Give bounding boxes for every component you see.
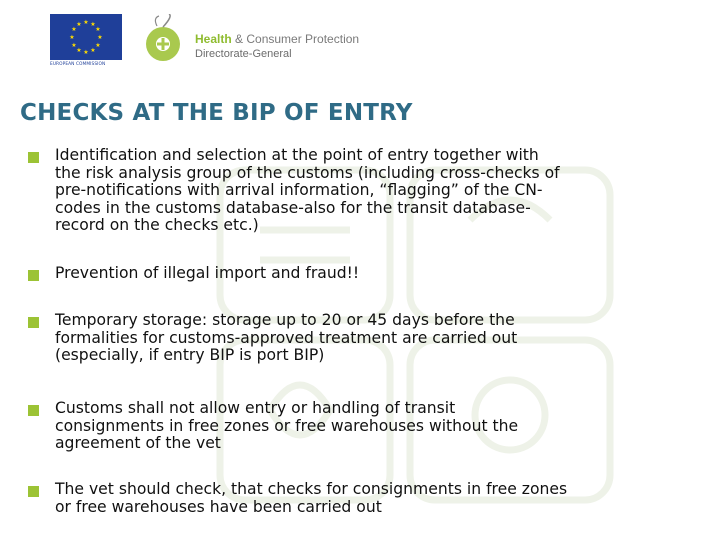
svg-text:★: ★ [71, 26, 77, 33]
eu-stars-icon [50, 14, 122, 60]
bullet-text: Prevention of illegal import and fraud!! [55, 264, 360, 282]
bullet-text: Customs shall not allow entry or handling of transit consignments in free zones or free warehouses without the agreement of the vet [55, 399, 519, 453]
dg-name-highlight: Health [195, 32, 232, 46]
eu-caption: EUROPEAN COMMISSION [50, 62, 106, 67]
bullet-square-icon [28, 152, 39, 163]
bullet-text: Temporary storage: storage up to 20 or 45 days before the formalities for customs-approved treatment are carried out (especially, if entry BIP is port BIP) [55, 311, 518, 365]
dg-subtitle: Directorate-General [195, 48, 292, 60]
svg-text:★: ★ [71, 42, 77, 49]
bullet-square-icon [28, 270, 39, 281]
slide-title: CHECKS AT THE BIP OF ENTRY [20, 100, 413, 126]
dg-leaf-icon [143, 14, 185, 66]
svg-text:★: ★ [95, 26, 101, 33]
svg-text:★: ★ [69, 34, 75, 41]
bullet-text: Identification and selection at the point of entry together with the risk analysis group of the customs (including cross-checks of pre-notifications with arrival information, “flagging” of the CN- codes in the customs database-also for the transit database- record on the checks etc.) [55, 146, 560, 235]
svg-text:★: ★ [83, 49, 89, 56]
bullet-square-icon [28, 405, 39, 416]
dg-logo [143, 14, 360, 69]
svg-text:★: ★ [76, 21, 82, 28]
svg-text:★: ★ [76, 47, 82, 54]
svg-text:★: ★ [83, 19, 89, 26]
bullet-square-icon [28, 317, 39, 328]
dg-name [195, 32, 359, 46]
svg-text:★: ★ [90, 47, 96, 54]
eu-logo [50, 14, 122, 68]
dg-name-rest: & Consumer Protection [231, 32, 360, 46]
eu-flag [50, 14, 122, 60]
bullet-text: The vet should check, that checks for consignments in free zones or free warehouses have been carried out [55, 480, 568, 516]
svg-text:★: ★ [90, 21, 96, 28]
bullet-square-icon [28, 486, 39, 497]
svg-text:★: ★ [95, 42, 101, 49]
svg-text:★: ★ [97, 34, 103, 41]
